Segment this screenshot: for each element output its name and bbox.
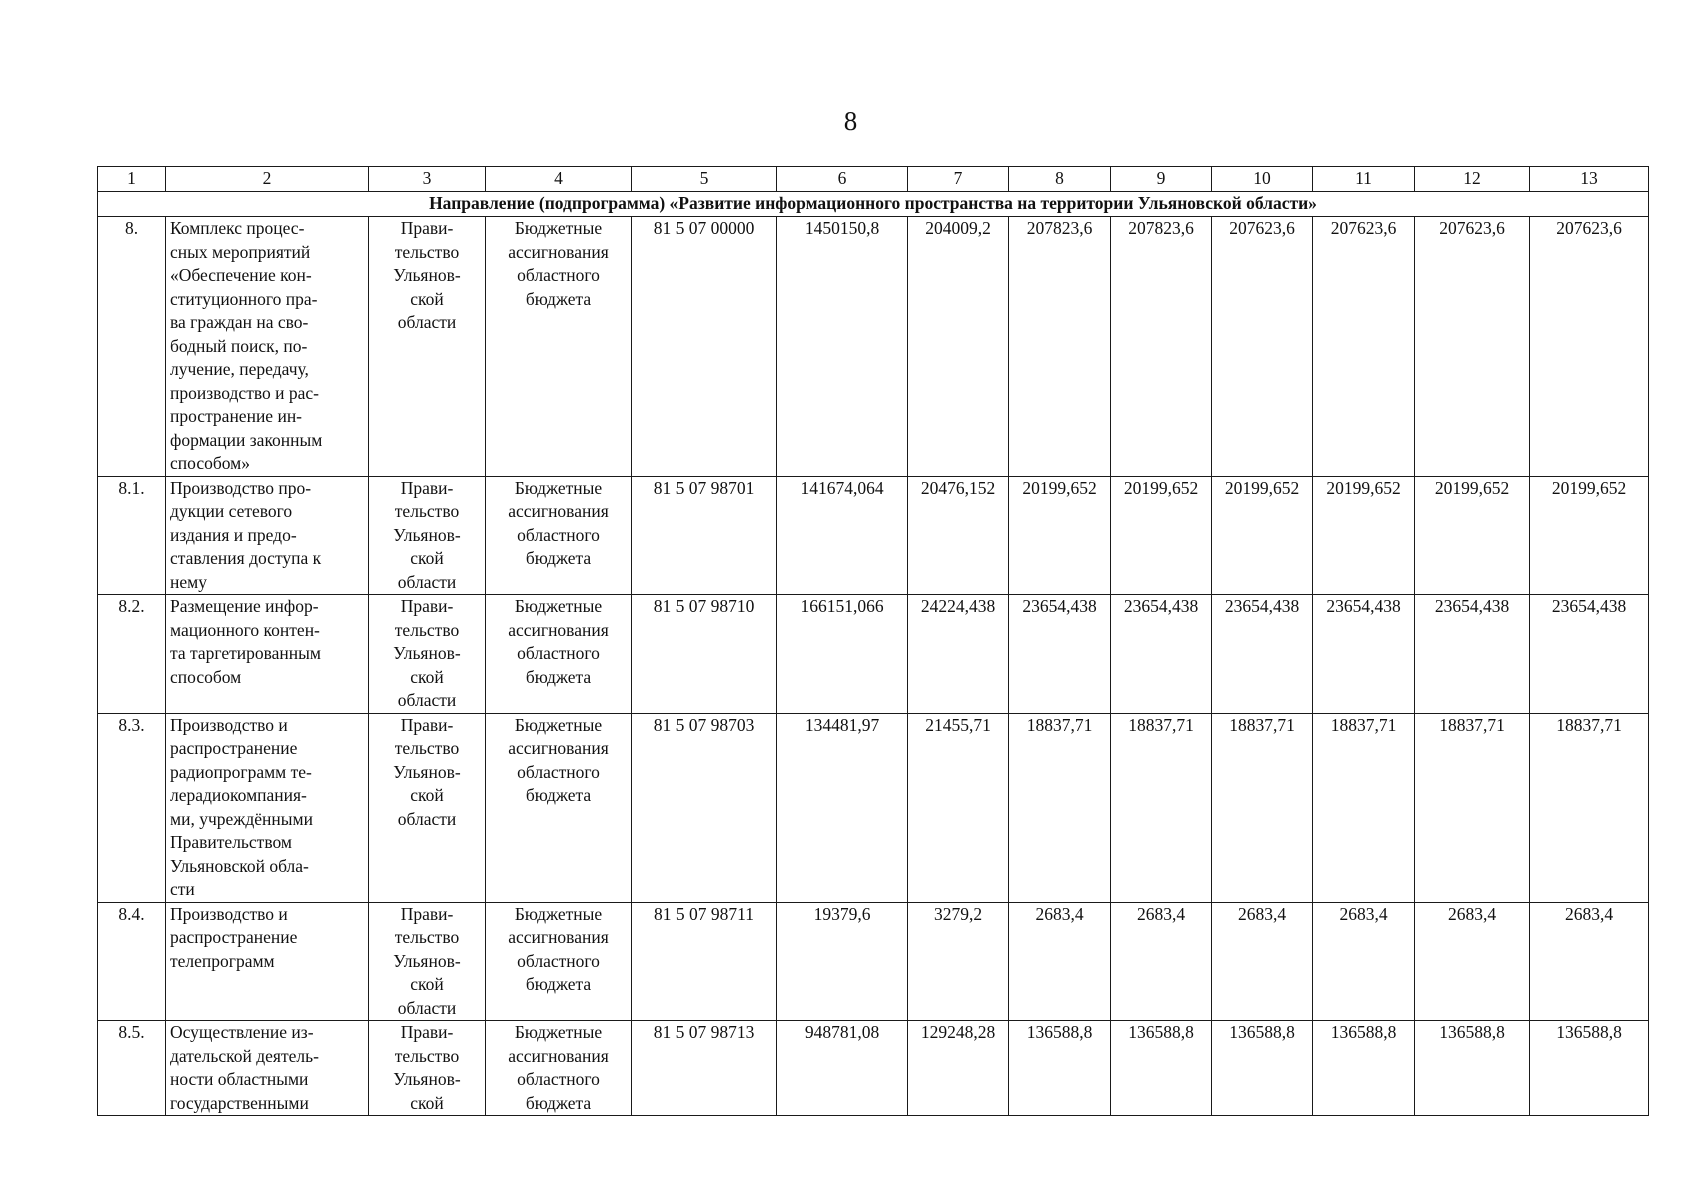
funding-source-line: областного (517, 643, 600, 663)
funding-source-line: ассигнования (508, 241, 609, 262)
measure-name-line: ми, учреждёнными (170, 808, 313, 829)
executor-line: области (397, 571, 457, 592)
column-number-1: 1 (98, 167, 166, 192)
executor (369, 902, 486, 1021)
funding-source-line: Бюджетные (514, 596, 603, 616)
measure-name-line: ституционного пра- (170, 288, 318, 309)
amount-col-6: 1450150,8 (777, 217, 908, 477)
measure-name-line: дательской деятель- (170, 1045, 319, 1066)
amount-col-11: 207623,6 (1313, 217, 1415, 477)
budget-code: 81 5 07 98703 (632, 713, 777, 902)
amount-col-9: 207823,6 (1111, 217, 1212, 477)
budget-code: 81 5 07 98711 (632, 902, 777, 1021)
executor-line: Прави- (400, 903, 454, 924)
amount-col-13: 23654,438 (1530, 595, 1649, 714)
executor (369, 217, 486, 477)
measure-name-line: способом» (170, 453, 250, 473)
section-title: Направление (подпрограмма) «Развитие информационного пространства на территории Ульяновской области» (98, 192, 1649, 217)
amount-col-13: 18837,71 (1530, 713, 1649, 902)
amount-col-11: 23654,438 (1313, 595, 1415, 714)
funding-source-line: областного (517, 1069, 600, 1089)
measure-name-line: «Обеспечение кон- (170, 265, 312, 285)
table-row (98, 217, 1649, 477)
column-number-3: 3 (369, 167, 486, 192)
measure-name-line: бодный поиск, по- (170, 335, 308, 356)
executor (369, 1021, 486, 1116)
amount-col-8: 136588,8 (1009, 1021, 1111, 1116)
amount-col-10: 2683,4 (1212, 902, 1313, 1021)
amount-col-9: 20199,652 (1111, 476, 1212, 595)
funding-source-line: областного (517, 761, 600, 782)
executor (369, 713, 486, 902)
executor-line: области (397, 312, 457, 332)
executor-line: Прави- (400, 596, 454, 616)
amount-col-8: 23654,438 (1009, 595, 1111, 714)
executor-line: Ульянов- (393, 950, 461, 971)
amount-col-11: 18837,71 (1313, 713, 1415, 902)
funding-source-line: ассигнования (508, 1045, 609, 1066)
column-number-10: 10 (1212, 167, 1313, 192)
amount-col-12: 23654,438 (1415, 595, 1530, 714)
amount-col-10: 136588,8 (1212, 1021, 1313, 1116)
funding-source-line: Бюджетные (514, 477, 603, 498)
amount-col-6: 948781,08 (777, 1021, 908, 1116)
measure-name-line: нему (170, 571, 207, 592)
measure-name-line: та таргетированным (170, 643, 321, 663)
budget-code: 81 5 07 98710 (632, 595, 777, 714)
funding-source-line: бюджета (525, 666, 592, 687)
funding-source-line: ассигнования (508, 501, 609, 521)
column-number-7: 7 (908, 167, 1009, 192)
measure-name-line: лучение, передачу, (170, 359, 309, 379)
executor (369, 595, 486, 714)
table-row (98, 476, 1649, 595)
amount-col-7: 204009,2 (908, 217, 1009, 477)
funding-source (486, 595, 632, 714)
column-number-13: 13 (1530, 167, 1649, 192)
measure-name-line: лерадиокомпания- (170, 785, 307, 805)
amount-col-12: 18837,71 (1415, 713, 1530, 902)
measure-name-line: ности областными (170, 1069, 309, 1089)
funding-source-line: ассигнования (508, 738, 609, 758)
column-number-row (98, 167, 1649, 192)
amount-col-8: 2683,4 (1009, 902, 1111, 1021)
measure-name-line: Производство и (170, 714, 288, 735)
executor-line: Ульянов- (393, 265, 461, 285)
measure-name-line: пространение ин- (170, 406, 303, 426)
amount-col-9: 18837,71 (1111, 713, 1212, 902)
section-row (98, 192, 1649, 217)
funding-source-line: бюджета (525, 974, 592, 994)
measure-name-line: Осуществление из- (170, 1022, 314, 1042)
amount-col-9: 136588,8 (1111, 1021, 1212, 1116)
measure-name-line: издания и предо- (170, 524, 297, 545)
executor-line: Ульянов- (393, 643, 461, 663)
amount-col-9: 2683,4 (1111, 902, 1212, 1021)
measure-name (166, 1021, 369, 1116)
measure-name-line: ва граждан на сво- (170, 312, 309, 332)
funding-source-line: Бюджетные (514, 218, 603, 238)
amount-col-13: 20199,652 (1530, 476, 1649, 595)
measure-name-line: Комплекс процес- (170, 218, 305, 238)
funding-source-line: бюджета (525, 785, 592, 805)
executor-line: ской (410, 548, 444, 568)
amount-col-6: 19379,6 (777, 902, 908, 1021)
executor-line: Ульянов- (393, 1069, 461, 1089)
measure-name (166, 713, 369, 902)
amount-col-10: 18837,71 (1212, 713, 1313, 902)
executor-line: тельство (394, 738, 460, 758)
measure-name-line: Производство про- (170, 477, 312, 498)
executor-line: тельство (394, 1045, 460, 1066)
row-number: 8.2. (98, 595, 166, 714)
amount-col-7: 21455,71 (908, 713, 1009, 902)
column-number-9: 9 (1111, 167, 1212, 192)
table-row (98, 1021, 1649, 1116)
row-number: 8. (98, 217, 166, 477)
table-header (98, 167, 1649, 192)
funding-source-line: Бюджетные (514, 714, 603, 735)
executor-line: Прави- (400, 218, 454, 238)
funding-source-line: ассигнования (508, 619, 609, 640)
executor-line: Ульянов- (393, 524, 461, 545)
table-row (98, 713, 1649, 902)
executor-line: тельство (394, 501, 460, 521)
table-row (98, 595, 1649, 714)
funding-source (486, 476, 632, 595)
amount-col-6: 166151,066 (777, 595, 908, 714)
funding-source-line: ассигнования (508, 927, 609, 947)
amount-col-9: 23654,438 (1111, 595, 1212, 714)
row-number: 8.4. (98, 902, 166, 1021)
executor-line: ской (410, 288, 444, 309)
executor (369, 476, 486, 595)
measure-name (166, 476, 369, 595)
amount-col-11: 20199,652 (1313, 476, 1415, 595)
funding-source-line: областного (517, 950, 600, 971)
budget-code: 81 5 07 98713 (632, 1021, 777, 1116)
funding-source-line: областного (517, 265, 600, 285)
funding-source-line: бюджета (525, 1092, 592, 1113)
amount-col-8: 20199,652 (1009, 476, 1111, 595)
amount-col-6: 141674,064 (777, 476, 908, 595)
measure-name (166, 217, 369, 477)
amount-col-10: 207623,6 (1212, 217, 1313, 477)
column-number-8: 8 (1009, 167, 1111, 192)
row-number: 8.3. (98, 713, 166, 902)
executor-line: тельство (394, 927, 460, 947)
row-number: 8.1. (98, 476, 166, 595)
measure-name-line: мационного контен- (170, 619, 320, 640)
executor-line: ской (410, 785, 444, 805)
executor-line: Прави- (400, 714, 454, 735)
funding-source-line: бюджета (525, 288, 592, 309)
funding-source-line: бюджета (525, 548, 592, 568)
amount-col-7: 129248,28 (908, 1021, 1009, 1116)
measure-name-line: сти (170, 879, 195, 899)
column-number-4: 4 (486, 167, 632, 192)
funding-source-line: областного (517, 524, 600, 545)
measure-name-line: ставления доступа к (170, 548, 322, 568)
column-number-6: 6 (777, 167, 908, 192)
amount-col-12: 2683,4 (1415, 902, 1530, 1021)
measure-name-line: распространение (170, 927, 298, 947)
amount-col-11: 136588,8 (1313, 1021, 1415, 1116)
executor-line: ской (410, 974, 444, 994)
executor-line: ской (410, 666, 444, 687)
measure-name-line: радиопрограмм те- (170, 761, 312, 782)
amount-col-7: 24224,438 (908, 595, 1009, 714)
executor-line: ской (410, 1092, 444, 1113)
executor-line: Ульянов- (393, 761, 461, 782)
measure-name-line: телепрограмм (170, 950, 275, 971)
column-number-12: 12 (1415, 167, 1530, 192)
amount-col-7: 3279,2 (908, 902, 1009, 1021)
budget-code: 81 5 07 00000 (632, 217, 777, 477)
amount-col-10: 20199,652 (1212, 476, 1313, 595)
measure-name-line: Правительством (170, 832, 292, 852)
executor-line: Прави- (400, 1022, 454, 1042)
measure-name-line: формации законным (170, 429, 323, 450)
amount-col-11: 2683,4 (1313, 902, 1415, 1021)
executor-line: области (397, 808, 457, 829)
funding-source-line: Бюджетные (514, 1022, 603, 1042)
measure-name-line: производство и рас- (170, 382, 319, 403)
measure-name-line: государственными (170, 1092, 309, 1113)
measure-name-line: Производство и (170, 903, 288, 924)
amount-col-8: 207823,6 (1009, 217, 1111, 477)
funding-source-line: Бюджетные (514, 903, 603, 924)
budget-table (97, 166, 1649, 1116)
page-number: 8 (843, 106, 858, 136)
row-number: 8.5. (98, 1021, 166, 1116)
table-row (98, 902, 1649, 1021)
amount-col-8: 18837,71 (1009, 713, 1111, 902)
amount-col-12: 207623,6 (1415, 217, 1530, 477)
budget-code: 81 5 07 98701 (632, 476, 777, 595)
measure-name-line: Ульяновской обла- (170, 855, 309, 876)
amount-col-10: 23654,438 (1212, 595, 1313, 714)
measure-name-line: Размещение инфор- (170, 596, 319, 616)
amount-col-13: 207623,6 (1530, 217, 1649, 477)
executor-line: Прави- (400, 477, 454, 498)
executor-line: области (397, 997, 457, 1018)
funding-source (486, 713, 632, 902)
executor-line: тельство (394, 619, 460, 640)
executor-line: тельство (394, 241, 460, 262)
amount-col-12: 20199,652 (1415, 476, 1530, 595)
measure-name (166, 595, 369, 714)
funding-source (486, 217, 632, 477)
amount-col-7: 20476,152 (908, 476, 1009, 595)
measure-name (166, 902, 369, 1021)
measure-name-line: дукции сетевого (170, 501, 293, 521)
measure-name-line: распространение (170, 738, 298, 758)
column-number-11: 11 (1313, 167, 1415, 192)
measure-name-line: сных мероприятий (170, 241, 311, 262)
column-number-5: 5 (632, 167, 777, 192)
amount-col-12: 136588,8 (1415, 1021, 1530, 1116)
executor-line: области (397, 690, 457, 710)
funding-source (486, 1021, 632, 1116)
measure-name-line: способом (170, 666, 242, 687)
amount-col-6: 134481,97 (777, 713, 908, 902)
table-body (98, 192, 1649, 1116)
amount-col-13: 136588,8 (1530, 1021, 1649, 1116)
column-number-2: 2 (166, 167, 369, 192)
funding-source (486, 902, 632, 1021)
amount-col-13: 2683,4 (1530, 902, 1649, 1021)
